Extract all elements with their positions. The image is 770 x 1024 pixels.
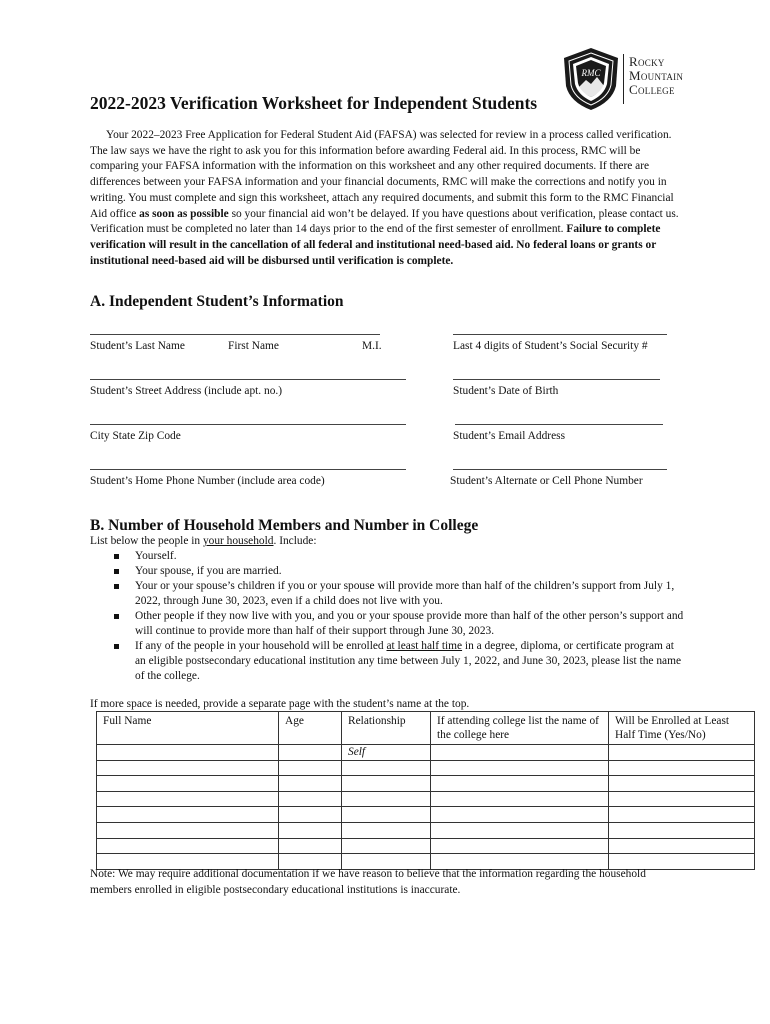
- page-title: 2022-2023 Verification Worksheet for Independent Students: [90, 93, 538, 113]
- cell-name[interactable]: [97, 807, 279, 823]
- section-a-heading: A. Independent Student’s Information: [90, 293, 344, 310]
- more-space-note: If more space is needed, provide a separate page with the student’s name at the top.: [90, 698, 470, 710]
- header-half-time: Will be Enrolled at Least Half Time (Yes/No): [609, 712, 755, 745]
- cell-name[interactable]: [97, 838, 279, 854]
- cell-age[interactable]: [279, 760, 342, 776]
- table-row: [97, 822, 755, 838]
- bullet-item: [114, 609, 684, 639]
- home-phone-field[interactable]: [90, 469, 406, 470]
- city-state-zip-label: City State Zip Code: [90, 430, 181, 442]
- email-label: Student’s Email Address: [453, 430, 566, 442]
- cell-college[interactable]: [431, 838, 609, 854]
- cell-age[interactable]: [279, 791, 342, 807]
- table-row: [97, 791, 755, 807]
- cell-relationship-self: Self: [342, 745, 431, 761]
- cell-name[interactable]: [97, 791, 279, 807]
- section-b-heading: B. Number of Household Members and Number in College: [90, 517, 479, 534]
- bullet-text: Other people if they now live with you, and you or your spouse provide more than half of the other person’s support and will continue to provide more than half of their support through June 30, 2023.: [135, 610, 684, 637]
- table-row: [97, 807, 755, 823]
- table-row: [97, 745, 755, 761]
- bullet-text: Your or your spouse’s children if you or your spouse will provide more than half of the children’s support from July 1, 2022, through June 30, 2023, even if a child does not live with you.: [135, 580, 675, 607]
- header-college: If attending college list the name of the college here: [431, 712, 609, 745]
- cell-half-time[interactable]: [609, 776, 755, 792]
- email-field[interactable]: [455, 424, 663, 425]
- cell-relationship[interactable]: [342, 791, 431, 807]
- bullet-text: Yourself.: [135, 550, 177, 562]
- alt-phone-label: Student’s Alternate or Cell Phone Number: [450, 475, 643, 487]
- cell-name[interactable]: [97, 776, 279, 792]
- header-age: Age: [279, 712, 342, 745]
- table-row: [97, 776, 755, 792]
- bullet-text: If any of the people in your household will be enrolled: [135, 640, 387, 652]
- cell-college[interactable]: [431, 807, 609, 823]
- cell-relationship[interactable]: [342, 807, 431, 823]
- square-bullet-icon: [114, 614, 119, 619]
- half-time-term: at least half time: [386, 640, 463, 652]
- bullet-text-end: in a degree, diploma, or certificate program at an eligible postsecondary educational institution any time between July 1, 2022, and June 30, 2023, please list the name of the college.: [135, 640, 681, 682]
- cell-age[interactable]: [279, 807, 342, 823]
- cell-half-time[interactable]: [609, 760, 755, 776]
- cell-college[interactable]: [431, 760, 609, 776]
- your-household-term: your household: [202, 535, 274, 547]
- square-bullet-icon: [114, 569, 119, 574]
- street-address-field[interactable]: [90, 379, 406, 380]
- cell-half-time[interactable]: [609, 807, 755, 823]
- cell-half-time[interactable]: [609, 745, 755, 761]
- household-table: [96, 711, 755, 870]
- ssn-field[interactable]: [453, 334, 667, 335]
- alt-phone-field[interactable]: [453, 469, 667, 470]
- first-name-label: First Name: [228, 340, 279, 352]
- bullet-item: [114, 639, 684, 684]
- college-name-line-3: College: [629, 82, 675, 97]
- cell-age[interactable]: [279, 838, 342, 854]
- cell-half-time[interactable]: [609, 791, 755, 807]
- cell-age[interactable]: [279, 745, 342, 761]
- square-bullet-icon: [114, 554, 119, 559]
- name-field[interactable]: [90, 334, 380, 335]
- last-name-label: Student’s Last Name: [90, 340, 185, 352]
- cell-name[interactable]: [97, 745, 279, 761]
- ssn-label: Last 4 digits of Student’s Social Security #: [453, 340, 648, 352]
- bullet-text: Your spouse, if you are married.: [135, 565, 282, 577]
- intro-text-2: so your financial aid won’t be delayed. If you have questions about verification, please contact us. Verification must be completed no later than 14 days prior to the end of the first semester of enrollment.: [90, 207, 679, 236]
- household-intro: [90, 535, 317, 547]
- cell-name[interactable]: [97, 822, 279, 838]
- header-full-name: Full Name: [97, 712, 279, 745]
- cell-relationship[interactable]: [342, 760, 431, 776]
- intro-warning: Failure to complete verification will result in the cancellation of all federal and institutional need-based aid. No federal loans or grants or institutional need-based aid will be disbursed until verification is complete.: [90, 223, 661, 267]
- household-bullet-list: [114, 549, 684, 684]
- documentation-note: Note: We may require additional documentation if we have reason to believe that the information regarding the household members enrolled in eligible postsecondary educational institutions is inaccurate.: [90, 868, 646, 896]
- intro-asap: as soon as possible: [139, 207, 229, 220]
- square-bullet-icon: [114, 644, 119, 649]
- table-header-row: [97, 712, 755, 745]
- cell-college[interactable]: [431, 791, 609, 807]
- cell-relationship[interactable]: [342, 822, 431, 838]
- bullet-item: [114, 564, 684, 579]
- cell-name[interactable]: [97, 760, 279, 776]
- college-name-line-2: Mountain: [629, 68, 684, 83]
- home-phone-label: Student’s Home Phone Number (include area code): [90, 475, 325, 487]
- date-of-birth-label: Student’s Date of Birth: [453, 385, 559, 397]
- bullet-item: [114, 579, 684, 609]
- cell-age[interactable]: [279, 822, 342, 838]
- street-address-label: Student’s Street Address (include apt. no.): [90, 385, 283, 397]
- header-relationship: Relationship: [342, 712, 431, 745]
- svg-text:RMC: RMC: [581, 68, 601, 78]
- table-row: [97, 760, 755, 776]
- cell-half-time[interactable]: [609, 822, 755, 838]
- cell-age[interactable]: [279, 776, 342, 792]
- household-intro-end: . Include:: [273, 535, 317, 547]
- household-intro-text: List below the people in: [90, 535, 203, 547]
- college-name: [629, 55, 683, 97]
- cell-college[interactable]: [431, 822, 609, 838]
- shield-crest-icon: [560, 46, 622, 112]
- mi-label: M.I.: [362, 340, 382, 352]
- intro-paragraph: [90, 128, 682, 269]
- bullet-item: [114, 549, 684, 564]
- cell-half-time[interactable]: [609, 838, 755, 854]
- cell-relationship[interactable]: [342, 776, 431, 792]
- square-bullet-icon: [114, 584, 119, 589]
- city-state-zip-field[interactable]: [90, 424, 406, 425]
- cell-college[interactable]: [431, 776, 609, 792]
- logo-divider: [623, 54, 624, 104]
- cell-relationship[interactable]: [342, 838, 431, 854]
- table-row: [97, 838, 755, 854]
- college-name-line-1: Rocky: [629, 54, 665, 69]
- cell-college[interactable]: [431, 745, 609, 761]
- date-of-birth-field[interactable]: [453, 379, 660, 380]
- intro-text-1: Your 2022–2023 Free Application for Federal Student Aid (FAFSA) was selected for review in a process called verification. The law says we have the right to ask you for this information before awarding Federal aid. In this process, RMC will be comparing your FAFSA information with the information on this worksheet and any other required documents. If there are differences between your FAFSA information and your financial documents, RMC will make the corrections and notify you in writing. You must complete and sign this worksheet, attach any required documents, and submit this form to the RMC Financial Aid office: [90, 129, 674, 220]
